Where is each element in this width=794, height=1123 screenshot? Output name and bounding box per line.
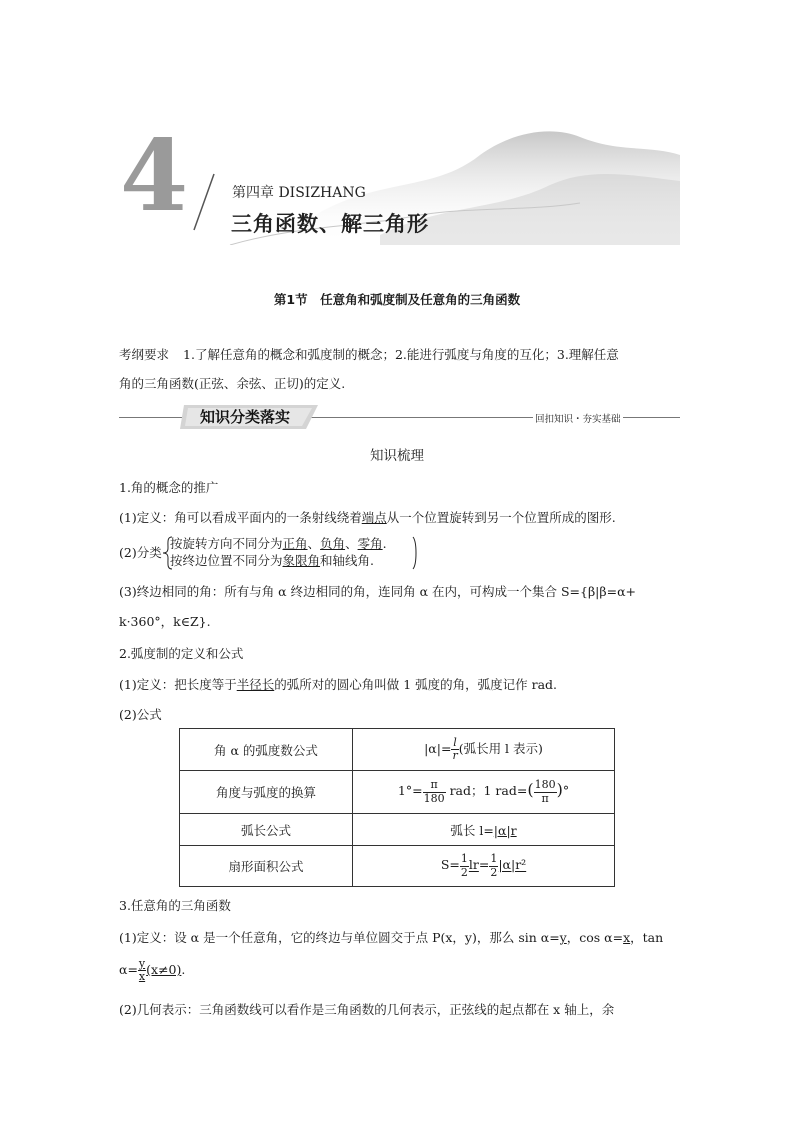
table-cell-formula <box>353 814 615 846</box>
f1-num2: 180 <box>534 778 556 792</box>
s3-def-line1 <box>119 928 663 946</box>
f2-pre: 弧长 l= <box>450 822 494 838</box>
table-cell-name: 角 α 的弧度数公式 <box>180 729 353 771</box>
s1-end-a: . <box>382 536 387 551</box>
s1-definition <box>119 508 616 526</box>
s1-class-a-pre: 按旋转方向不同分为 <box>170 536 283 551</box>
s1-class-b-pre: 按终边位置不同分为 <box>170 553 283 568</box>
f3-den2: 2 <box>490 865 498 879</box>
s1-sep1: 、 <box>307 536 321 551</box>
s1-class-b-post: 和轴线角. <box>320 553 375 568</box>
s3-def-mid1: ，cos α= <box>566 930 624 945</box>
requirements-line1: 1.了解任意角的概念和弧度制的概念；2.能进行弧度与角度的互化；3.理解任意 <box>183 347 619 362</box>
fraction <box>423 779 446 804</box>
f2-answer: |α|r <box>493 822 517 838</box>
s1-class-a <box>170 534 387 552</box>
f3-mid: = <box>478 857 490 873</box>
f1-num: π <box>423 779 446 792</box>
answer-quadrant-angle: 象限角 <box>282 553 321 568</box>
table-row <box>180 771 615 814</box>
s2-heading: 2.弧度制的定义和公式 <box>119 646 244 661</box>
s2-def-pre: (1)定义：把长度等于 <box>119 677 237 692</box>
exam-requirements <box>119 340 679 398</box>
s1-def-post: 从一个位置旋转到另一个位置所成的图形. <box>386 510 616 525</box>
f3-num2: 1 <box>490 852 498 866</box>
f1-pre: 1°= <box>397 783 423 799</box>
f1-post: ° <box>562 783 570 799</box>
s3-def-line2-end: . <box>181 962 186 978</box>
s3-heading: 3.任意角的三角函数 <box>119 898 231 913</box>
formula-table <box>179 728 615 887</box>
table-cell-name: 弧长公式 <box>180 814 353 846</box>
section-title: 第1节 任意角和弧度制及任意角的三角函数 <box>273 292 521 307</box>
subheading: 知识梳理 <box>370 448 424 464</box>
banner-subtitle: 回扣知识・夯实基础 <box>533 411 623 425</box>
chapter-title: 三角函数、解三角形 <box>231 212 429 236</box>
f3-pre: S= <box>440 857 460 873</box>
answer-tan-cond: (x≠0) <box>146 962 182 978</box>
f0-post: (弧长用 l 表示) <box>458 741 543 756</box>
s3-def-mid2: ，tan <box>630 930 664 945</box>
table-row <box>180 729 615 771</box>
f1-den2: π <box>541 791 549 805</box>
f3-num: 1 <box>460 852 468 866</box>
table-row <box>180 814 615 846</box>
table-cell-name: 角度与弧度的换算 <box>180 771 353 814</box>
f0-den: r <box>452 749 458 762</box>
f1-mid: rad；1 rad= <box>445 783 528 799</box>
answer-positive-angle: 正角 <box>282 536 308 551</box>
s3-def-pre: (1)定义：设 α 是一个任意角，它的终边与单位圆交于点 P(x，y)，那么 sin α= <box>119 930 560 945</box>
f3-den: 2 <box>460 865 468 879</box>
answer-zero-angle: 零角 <box>357 536 383 551</box>
right-brace <box>412 536 420 570</box>
f0-num: l <box>453 735 457 749</box>
banner-title: 知识分类落实 <box>199 408 290 426</box>
answer-sin: y <box>559 930 567 945</box>
f3-answer1: lr <box>468 857 479 873</box>
s1-class-b <box>170 551 374 569</box>
table-cell-name: 扇形面积公式 <box>180 846 353 887</box>
table-cell-formula: 1°= $\frac{\pi}{180}$ rad；1 rad=( $\frac{180}{\pi}$ )° <box>353 771 615 814</box>
f1-den: 180 <box>423 791 445 805</box>
chapter-label: 第四章 DISIZHANG <box>232 185 366 201</box>
s1-sep2: 、 <box>345 536 358 551</box>
requirements-label: 考纲要求 <box>119 347 170 362</box>
table-cell-formula <box>353 846 615 887</box>
s2-formula-label: (2)公式 <box>119 707 162 722</box>
answer-tan-den: x <box>138 970 146 984</box>
answer-negative-angle: 负角 <box>320 536 346 551</box>
s2-def-answer: 半径长 <box>236 677 275 692</box>
answer-cos: x <box>623 930 631 945</box>
requirements-line2: 角的三角函数(正弦、余弦、正切)的定义. <box>119 376 346 391</box>
s1-heading: 1.角的概念的推广 <box>119 480 219 495</box>
table-row <box>180 846 615 887</box>
s2-definition <box>119 675 557 693</box>
s1-classification-label: (2)分类 <box>119 545 162 560</box>
f0-pre: |α|= <box>424 741 452 756</box>
s2-def-post: 的弧所对的圆心角叫做 1 弧度的角，弧度记作 rad. <box>274 677 558 692</box>
s1-terminal-line1: (3)终边相同的角：所有与角 α 终边相同的角，连同角 α 在内，可构成一个集合 S={β|β=α+ <box>119 584 636 599</box>
answer-tan-num: y <box>138 957 146 970</box>
fraction <box>489 853 498 878</box>
fraction <box>138 958 146 983</box>
s1-def-answer: 端点 <box>361 510 387 525</box>
s3-def-line2-pre: α= <box>119 962 138 978</box>
fraction <box>451 737 458 762</box>
s1-terminal-line2: k·360°，k∈Z}. <box>119 614 211 629</box>
s3-geometric-line: (2)几何表示：三角函数线可以看作是三角函数的几何表示，正弦线的起点都在 x 轴上，余 <box>119 1002 615 1017</box>
chapter-slash <box>192 172 216 232</box>
f3-answer2: |α|r² <box>498 857 527 873</box>
fraction <box>460 853 469 878</box>
table-cell-formula <box>353 729 615 771</box>
s1-def-pre: (1)定义：角可以看成平面内的一条射线绕着 <box>119 510 362 525</box>
fraction <box>534 779 557 804</box>
s3-def-line2 <box>119 958 185 983</box>
chapter-number: 4 <box>120 119 189 234</box>
